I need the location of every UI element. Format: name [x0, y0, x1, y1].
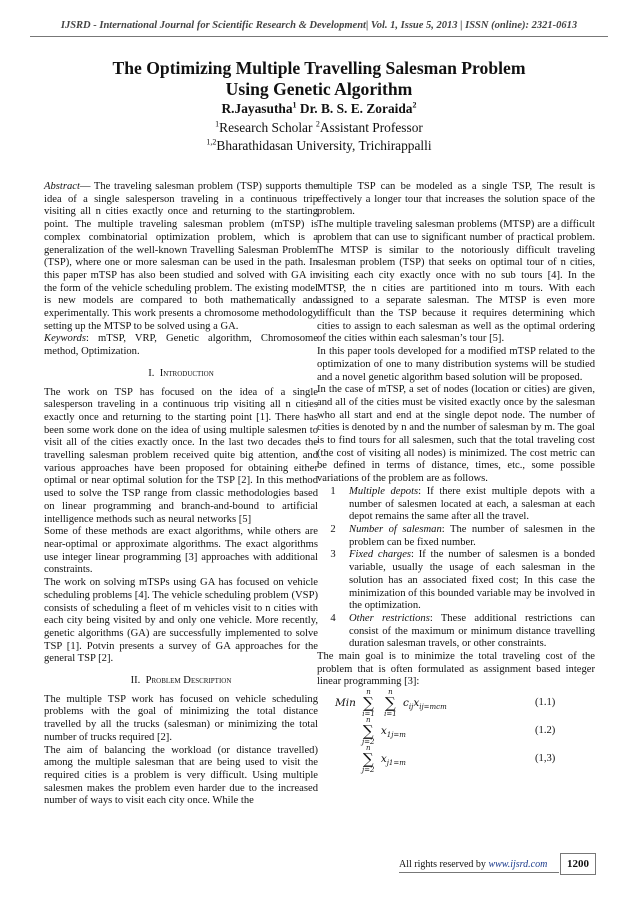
author-1-sup: 1	[292, 100, 297, 110]
section-1-paragraph-1: The work on TSP has focused on the idea of a single salesperson traveling in a continuous trip visiting all n cities exactly once and returning to the starting point [1]. There has been some work done on the idea of using multiple salesmen to visit all of the cities exactly once. In the last two decades the travelling salesman problem received quite big attention, and various approaches have been proposed for obtaining either optimal or near optimal solution for the TSP [2]. In this method used to solve the TSP range from classic methodologies based on linear programming and branch-and-bound to artificial intelligence methods such as neural networks [5]	[44, 386, 318, 525]
sum-upper: n	[366, 688, 371, 697]
eq1-rest-sub2: m	[440, 703, 447, 712]
eq1-min: Min	[335, 697, 356, 710]
equation-number: (1,3)	[535, 752, 556, 764]
list-item-number: 3	[330, 549, 336, 561]
equation-1-2-math	[317, 716, 535, 746]
author-2-sup: 2	[412, 100, 417, 110]
eq2-term-sub: 1j=m	[386, 731, 406, 740]
aff2-sup: 2	[315, 119, 320, 129]
section-1-paragraph-3: The work on solving mTSPs using GA has focused on vehicle scheduling problems [4]. The vehicle scheduling problem (VSP) consists of scheduling a fleet of m vehicles visit to n cities with each city being visited by and only one vehicle. More recently, genetic algorithms (GA) are successfully implemented to solve TSP [1]. Potvin presents a survey of GA approaches for the general TSP [2].	[44, 577, 318, 665]
right-paragraph-5: The main goal is to minimize the total traveling cost of the problem that is often formulated as assignment based integer linear programming [3]:	[317, 651, 595, 688]
sum-symbol	[362, 716, 375, 746]
sum-lower: j=2	[362, 766, 375, 775]
eq2-term: x	[380, 725, 387, 738]
right-paragraph-2: The multiple traveling salesman problems (MTSP) are a difficult problem that can use to significant number of practical problem. The MTSP is similar to the notoriously difficult traveling salesman problem (TSP) that seeks on optimal tour of n cities, visiting each city exactly once with no sub tours [4]. In the MTSP, the n cities are partitioned into m tours. With each assigned to a separate salesman. The MTSP is even more difficult than the TSP because it requires determining which cities to assign to each salesman as well as the optimal ordering of the cities within each salesman’s tour [5].	[317, 219, 595, 345]
author-2: Dr. B. S. E. Zoraida	[296, 101, 413, 116]
sum-symbol	[362, 688, 375, 718]
authors	[60, 101, 578, 117]
list-item-number: 2	[330, 523, 336, 535]
aff3-sup: 1,2	[206, 137, 217, 147]
right-paragraph-3: In this paper tools developed for a modified mTSP related to the optimization of one to many distribution systems will be studied and a novel genetic algorithm based solution will be proposed.	[317, 346, 595, 383]
sum-symbol	[362, 744, 375, 774]
equation-1-1-math	[317, 688, 535, 718]
left-column	[44, 181, 318, 808]
eq3-term: x	[380, 753, 387, 766]
list-item-number: 1	[330, 485, 336, 497]
keywords-text: : mTSP, VRP, Genetic algorithm, Chromosome method, Optimization.	[44, 333, 318, 358]
eq1-term: c	[403, 697, 409, 710]
right-paragraph-4: In the case of mTSP, a set of nodes (location or cities) are given, and all of the cities must be visited exactly once by the salesman who all start and end at the single depot node. The number of cities is denoted by n and the number of salesman by m. The goal is to find tours for all salesmen, such that the total traveling cost (the cost of visiting all nodes) is minimized. The cost metric can be defined in terms of distance, times, etc., some possible variations of the problem are as follows.	[317, 384, 595, 485]
list-item-number: 4	[330, 612, 336, 624]
sigma-glyph: ∑	[363, 694, 374, 713]
list-item	[317, 524, 595, 549]
list-item-text: : These additional restrictions can consist of the maximum or minimum distance travelling duration salesman travels, or other constraints.	[349, 612, 596, 650]
sum-lower: i=1	[384, 710, 397, 719]
author-1: R.Jayasutha	[221, 101, 293, 116]
equation-number: (1.2)	[535, 724, 556, 736]
section-1-paragraph-2: Some of these methods are exact algorithms, while others are near-optimal or approximate algorithms. The exact algorithms use integer linear programming [3] approaches with additional constraints.	[44, 526, 318, 576]
keywords	[44, 333, 318, 358]
list-item-label: Number of salesman	[349, 523, 442, 535]
list-item-text: : If there exist multiple depots with a number of salesmen located at each, a salesman at each depot remains the same after all the travel.	[349, 485, 595, 523]
section-2-paragraph-1: The multiple TSP work has focused on vehicle scheduling problems with the goal of minimizing the total distance travelled by all the trucks (salesman) or minimizing the total number of trucks required [2].	[44, 693, 318, 743]
sigma-glyph: ∑	[362, 722, 374, 741]
keywords-label: Keywords	[44, 333, 86, 345]
sum-lower: i=1	[362, 710, 375, 719]
list-item-text: : The number of salesmen in the problem can be fixed number.	[349, 523, 595, 548]
footer-rule	[399, 872, 559, 873]
eq1-rest-sub: ij=mc	[419, 703, 441, 712]
list-item-body	[349, 524, 595, 549]
list-item	[317, 486, 595, 524]
aff1-sup: 1	[215, 119, 220, 129]
abstract-text: — The traveling salesman problem (TSP) supports the idea of a single salesperson traveling in a continuous trip visiting all n cities exactly once and returning to the starting point. The multiple traveling salesman problem (mTSP) is complex combinatorial optimization problem, which is a generalization of the well-known Travelling Salesman Problem (TSP), where one or more salesman can be used in the path. In this paper mTSP has also been studied and solved with GA in the form of the vehicle scheduling problem. The existing model is new models are compared to both mathematically and experimentally. This work presents a chromosome methodology setting up the MTSP to be solved using a GA.	[44, 181, 318, 332]
list-item-label: Fixed charges	[349, 549, 412, 561]
equation-1-1	[317, 689, 595, 717]
footer-site-link[interactable]: www.ijsrd.com	[488, 859, 548, 870]
list-item	[317, 613, 595, 651]
affiliation-university	[60, 138, 578, 154]
sigma-glyph: ∑	[385, 694, 396, 713]
page-number: 1200	[560, 853, 596, 875]
equation-1-3	[317, 745, 595, 773]
list-item-body	[349, 613, 595, 651]
list-item-body	[349, 486, 595, 524]
abstract	[44, 181, 318, 333]
right-column	[317, 181, 595, 773]
sum-upper: n	[388, 688, 393, 697]
journal-header: IJSRD - International Journal for Scientific Research & Development| Vol. 1, Issue 5, 2013 | ISSN (online): 2321-0613	[60, 20, 578, 31]
section-1-heading	[44, 368, 318, 381]
title-line-1: The Optimizing Multiple Travelling Salesman Problem	[112, 58, 526, 78]
sum-lower: j=2	[362, 738, 375, 747]
aff3-university: Bharathidasan University, Trichirappalli	[216, 138, 432, 153]
section-2-paragraph-2: The aim of balancing the workload (or distance travelled) among the multiple salesman that are being used to visit the required cities is a problem is very difficult. Using multiple salesmen makes the problem even harder due to the increased number of ways to visit each city once. While the	[44, 744, 318, 807]
eq3-term-sub: j1=m	[386, 759, 406, 768]
section-1-numeral: I.	[148, 367, 155, 379]
abstract-label: Abstract	[44, 181, 80, 192]
list-item-label: Multiple depots	[349, 485, 419, 497]
equation-1-3-math	[317, 744, 535, 774]
sum-upper: n	[365, 744, 371, 753]
list-item-text: : If the number of salesmen is a bonded variable, usually the usage of each salesman in the solution has an associated fixed cost; In this case the minimization of this bounded variable may be involved in the optimization.	[349, 549, 595, 612]
footer-text: All rights reserved by	[399, 859, 489, 870]
section-2-title: Problem Description	[145, 675, 232, 687]
right-paragraph-1: multiple TSP can be modeled as a single TSP, The result is effectively a longer tour that increases the solution space of the problem.	[317, 181, 595, 218]
paper-title	[60, 58, 578, 100]
eq1-term-sub: ij	[408, 703, 414, 712]
section-2-numeral: II.	[130, 675, 141, 687]
equation-1-2	[317, 717, 595, 745]
list-item-label: Other restrictions	[349, 612, 430, 624]
aff2-role: Assistant Professor	[319, 120, 423, 135]
sum-symbol	[384, 688, 397, 718]
equation-number: (1.1)	[535, 696, 556, 708]
eq1-rest: x	[413, 697, 420, 710]
list-item-body	[349, 549, 595, 613]
section-1-title: Introduction	[159, 367, 214, 379]
sigma-glyph: ∑	[362, 750, 374, 769]
list-item	[317, 549, 595, 613]
header-rule	[30, 36, 608, 37]
title-line-2: Using Genetic Algorithm	[225, 79, 413, 99]
aff1-role: Research Scholar	[219, 120, 316, 135]
footer-copyright	[399, 859, 547, 870]
section-2-heading	[44, 675, 318, 688]
sum-upper: n	[365, 716, 371, 725]
affiliation-roles	[60, 120, 578, 136]
